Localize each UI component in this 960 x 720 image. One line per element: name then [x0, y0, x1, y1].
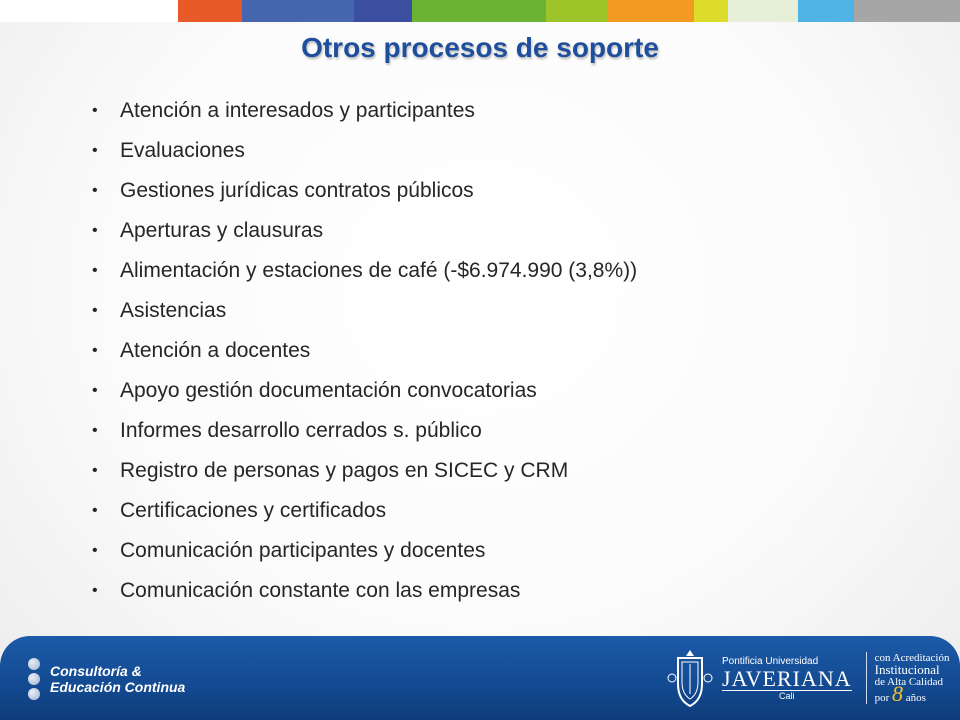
accreditation-badge: [866, 652, 950, 704]
bullet-icon: •: [92, 302, 98, 319]
list-item-text: Evaluaciones: [120, 139, 245, 162]
acred-number: 8: [892, 681, 904, 706]
list-item-text: Informes desarrollo cerrados s. público: [120, 419, 482, 442]
list-item: [90, 92, 910, 132]
list-item-text: Gestiones jurídicas contratos públicos: [120, 179, 474, 202]
bullet-icon: •: [92, 582, 98, 599]
bullet-icon: •: [92, 182, 98, 199]
color-segment: [412, 0, 546, 22]
university-line-1: Pontificia Universidad: [722, 655, 819, 667]
list-item: [90, 412, 910, 452]
list-item: [90, 452, 910, 492]
bullet-icon: •: [92, 222, 98, 239]
color-segment: [354, 0, 412, 22]
acred-por: por: [874, 692, 890, 704]
list-item-text: Atención a docentes: [120, 339, 311, 362]
list-item: [90, 292, 910, 332]
list-item-text: Apoyo gestión documentación convocatorias: [120, 379, 537, 402]
logo-dots-icon: [28, 658, 40, 700]
list-item: [90, 132, 910, 172]
footer-band: [0, 636, 960, 720]
list-item-text: Registro de personas y pagos en SICEC y CRM: [120, 459, 569, 482]
bullet-icon: •: [92, 382, 98, 399]
acred-line-1: con Acreditación: [874, 652, 950, 664]
brand-line-2: Educación Continua: [50, 679, 186, 695]
color-segment: [0, 0, 178, 22]
list-item-text: Asistencias: [120, 299, 227, 322]
color-segment: [546, 0, 608, 22]
bullet-icon: •: [92, 342, 98, 359]
university-city: Cali: [779, 690, 795, 701]
color-segment: [798, 0, 854, 22]
list-item: [90, 172, 910, 212]
bullet-icon: •: [92, 422, 98, 439]
bullet-icon: •: [92, 102, 98, 119]
color-segment: [242, 0, 354, 22]
acred-line-3: de Alta Calidad: [874, 676, 944, 688]
color-segment: [854, 0, 960, 22]
brand-line-1: Consultoría &: [50, 663, 142, 679]
javeriana-logo: [664, 648, 949, 708]
bullet-icon: •: [92, 542, 98, 559]
bullet-icon: •: [92, 462, 98, 479]
list-item: [90, 572, 910, 612]
list-item: [90, 332, 910, 372]
consultoria-logo: [28, 658, 185, 700]
list-item-text: Aperturas y clausuras: [120, 219, 324, 242]
list-item-text: Comunicación constante con las empresas: [120, 579, 521, 602]
university-seal-icon: [664, 648, 716, 708]
color-segment: [694, 0, 728, 22]
list-item-text: Atención a interesados y participantes: [120, 99, 475, 122]
list-item-text: Alimentación y estaciones de café (-$6.974.990 (3,8%)): [120, 259, 638, 282]
list-item: [90, 492, 910, 532]
bullet-icon: •: [92, 262, 98, 279]
color-segment: [178, 0, 242, 22]
bullet-icon: •: [92, 502, 98, 519]
list-item: [90, 212, 910, 252]
slide-title: Otros procesos de soporte: [301, 32, 659, 63]
list-item-text: Certificaciones y certificados: [120, 499, 387, 522]
top-color-bar: [0, 0, 960, 22]
list-item: [90, 532, 910, 572]
acred-years: años: [905, 692, 926, 704]
bullet-list: [90, 92, 910, 612]
color-segment: [728, 0, 798, 22]
list-item: [90, 252, 910, 292]
list-item-text: Comunicación participantes y docentes: [120, 539, 486, 562]
bullet-icon: •: [92, 142, 98, 159]
color-segment: [608, 0, 694, 22]
acred-line-2: Institucional: [874, 662, 940, 677]
university-name: JAVERIANA: [722, 665, 852, 691]
list-item: [90, 372, 910, 412]
